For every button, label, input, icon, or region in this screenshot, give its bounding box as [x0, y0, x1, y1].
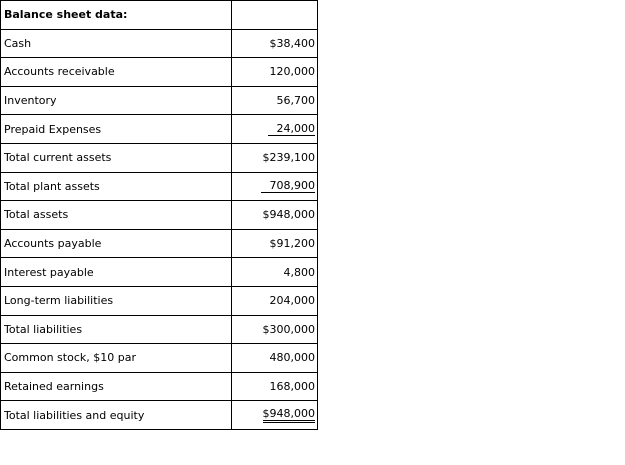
- table-header-empty-cell: [232, 1, 318, 30]
- table-row: [1, 86, 318, 115]
- table-row: [1, 372, 318, 401]
- table-row: [1, 401, 318, 430]
- row-value-retained-earnings: 168,000: [232, 372, 318, 401]
- row-label-total-plant-assets: Total plant assets: [1, 172, 232, 201]
- table-row: [1, 143, 318, 172]
- row-label-prepaid-expenses: Prepaid Expenses: [1, 115, 232, 144]
- row-value-total-liabilities: $300,000: [232, 315, 318, 344]
- row-value-prepaid-expenses: 24,000: [268, 122, 316, 136]
- table-row: [1, 29, 318, 58]
- row-label-cash: Cash: [1, 29, 232, 58]
- row-label-interest-payable: Interest payable: [1, 258, 232, 287]
- row-label-accounts-receivable: Accounts receivable: [1, 58, 232, 87]
- row-label-retained-earnings: Retained earnings: [1, 372, 232, 401]
- table-row: [1, 172, 318, 201]
- table-header-label: Balance sheet data:: [1, 1, 232, 30]
- row-value-inventory: 56,700: [232, 86, 318, 115]
- table-row: [1, 258, 318, 287]
- row-label-inventory: Inventory: [1, 86, 232, 115]
- row-value-common-stock: 480,000: [232, 344, 318, 373]
- row-value-total-liabilities-and-equity: $948,000: [263, 407, 316, 423]
- row-value-total-plant-assets-cell: [232, 172, 318, 201]
- table-row: [1, 115, 318, 144]
- row-value-total-plant-assets: 708,900: [261, 179, 316, 193]
- row-value-total-assets: $948,000: [232, 201, 318, 230]
- row-label-long-term-liabilities: Long-term liabilities: [1, 286, 232, 315]
- row-label-total-liabilities-and-equity: Total liabilities and equity: [1, 401, 232, 430]
- balance-sheet-table: [0, 0, 318, 430]
- row-value-total-current-assets: $239,100: [232, 143, 318, 172]
- row-value-total-liabilities-and-equity-cell: [232, 401, 318, 430]
- row-label-total-assets: Total assets: [1, 201, 232, 230]
- row-value-long-term-liabilities: 204,000: [232, 286, 318, 315]
- row-label-total-liabilities: Total liabilities: [1, 315, 232, 344]
- row-label-common-stock: Common stock, $10 par: [1, 344, 232, 373]
- table-row: [1, 344, 318, 373]
- row-label-accounts-payable: Accounts payable: [1, 229, 232, 258]
- table-row: [1, 201, 318, 230]
- row-value-interest-payable: 4,800: [232, 258, 318, 287]
- row-value-accounts-payable: $91,200: [232, 229, 318, 258]
- table-row: [1, 286, 318, 315]
- table-header-row: [1, 1, 318, 30]
- table-row: [1, 315, 318, 344]
- row-value-cash: $38,400: [232, 29, 318, 58]
- table-row: [1, 229, 318, 258]
- table-row: [1, 58, 318, 87]
- row-label-total-current-assets: Total current assets: [1, 143, 232, 172]
- row-value-prepaid-expenses-cell: [232, 115, 318, 144]
- row-value-accounts-receivable: 120,000: [232, 58, 318, 87]
